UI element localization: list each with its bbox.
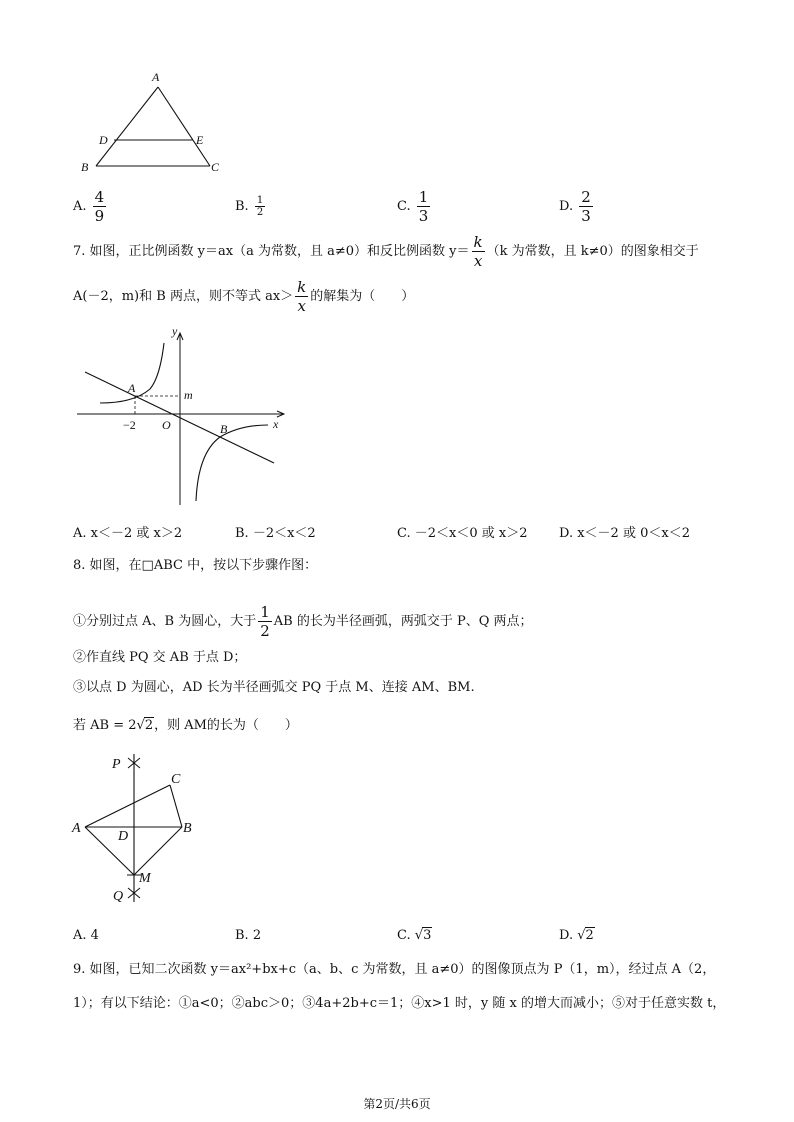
q6-option-a[interactable]: A. $\frac{4}{9}$	[73, 188, 105, 225]
label-E: E	[196, 133, 204, 147]
q7-option-d[interactable]: D. x＜－2 或 0＜x＜2	[559, 526, 690, 541]
label-A: A	[72, 821, 81, 836]
label-A: A	[152, 70, 160, 84]
page-footer: 第2页/共6页	[363, 1097, 431, 1111]
q8-step1: ①分别过点 A、B 为圆心，大于 $\frac{1}{2}$ AB 的长为半径画弧，两弧交于 P、Q 两点；	[73, 603, 533, 640]
x-axis-label: x	[273, 417, 279, 431]
q8-option-c[interactable]: C. √3	[397, 928, 432, 943]
label-B: B	[81, 160, 89, 174]
label-Q: Q	[113, 889, 124, 904]
q9-stem-line1: 9. 如图，已知二次函数 y＝ax²+bx+c（a、b、c 为常数，且 a≠0）的图像顶点为 P（1，m），经过点 A（2，	[73, 962, 716, 977]
label-B: B	[183, 821, 192, 836]
label-D: D	[118, 829, 129, 844]
label-neg2: −2	[123, 418, 136, 432]
q8-step3: ③以点 D 为圆心，AD 长为半径画弧交 PQ 于点 M、连接 AM、BM.	[73, 680, 475, 695]
q7-option-c[interactable]: C. －2＜x＜0 或 x＞2	[397, 526, 528, 541]
q6-option-d[interactable]: D. $\frac{2}{3}$	[559, 188, 591, 225]
q6-option-c[interactable]: C. $\frac{1}{3}$	[397, 188, 429, 225]
label-C: C	[211, 160, 220, 174]
q7-stem-line1: 7. 如图，正比例函数 y＝ax（a 为常数，且 a≠0）和反比例函数 y＝ $\frac{k}{x}$ （k 为常数，且 k≠0）的图象相交于	[73, 233, 699, 270]
q7-option-a[interactable]: A. x＜－2 或 x＞2	[73, 526, 183, 541]
q8-option-b[interactable]: B. 2	[235, 928, 262, 943]
q8-option-d[interactable]: D. √2	[559, 928, 594, 943]
q9-stem-line2: 1）；有以下结论：①a<0；②abc＞0；③4a+2b+c＝1；④x>1 时，y 随 x 的增大而减小；⑤对于任意实数 t，	[73, 996, 726, 1011]
label-C: C	[171, 772, 181, 787]
label-A: A	[128, 381, 136, 395]
label-m: m	[184, 388, 193, 402]
q8-construction-figure	[70, 748, 210, 908]
q6-triangle-figure	[75, 68, 225, 178]
label-B: B	[220, 422, 228, 436]
q8-stem: 8. 如图，在□ABC 中，按以下步骤作图：	[73, 558, 318, 573]
label-O: O	[162, 418, 171, 432]
q7-function-graph	[72, 325, 292, 510]
label-M: M	[139, 871, 151, 886]
q8-condition: 若 AB = 2√2，则 AM的长为（ ）	[73, 718, 298, 733]
q6-option-b[interactable]: B. $\frac{1}{2}$	[235, 195, 264, 218]
q8-step2: ②作直线 PQ 交 AB 于点 D；	[73, 650, 247, 665]
q8-option-a[interactable]: A. 4	[73, 928, 99, 943]
label-D: D	[99, 133, 108, 147]
q7-stem-line2: A(－2，m)和 B 两点，则不等式 ax＞ $\frac{k}{x}$ 的解集为（ ）	[73, 278, 415, 315]
q7-option-b[interactable]: B. －2＜x＜2	[235, 526, 316, 541]
y-axis-label: y	[172, 325, 178, 338]
label-P: P	[112, 757, 121, 772]
